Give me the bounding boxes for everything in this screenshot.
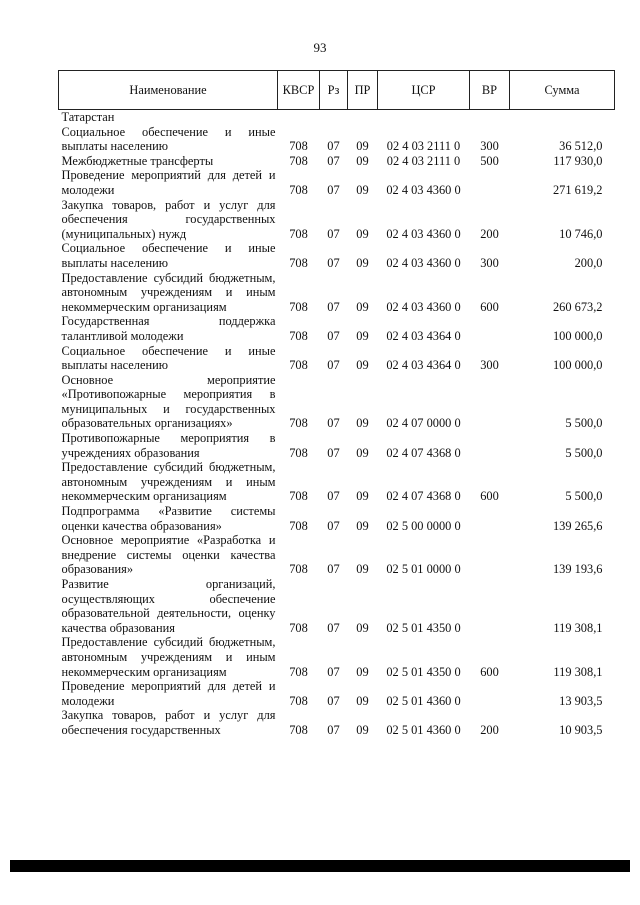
cell-kvsr: 708 bbox=[289, 299, 308, 314]
cell-kvsr: 708 bbox=[289, 226, 308, 241]
cell-kvsr: 708 bbox=[289, 182, 308, 197]
cell-sum: 139 193,6 bbox=[552, 562, 603, 577]
cell-name: Социальное обеспечение и иные выплаты населению bbox=[61, 343, 276, 373]
cell-rz: 07 bbox=[327, 328, 340, 343]
cell-sum: 10 903,5 bbox=[559, 722, 603, 737]
table-row bbox=[59, 504, 615, 533]
cell-rz: 07 bbox=[327, 562, 340, 577]
cell-rz: 07 bbox=[327, 445, 340, 460]
table-row bbox=[59, 125, 615, 154]
cell-vr bbox=[470, 373, 510, 431]
cell-sum: 119 308,1 bbox=[553, 664, 603, 679]
cell-pr: 09 bbox=[356, 226, 369, 241]
table-row bbox=[59, 168, 615, 197]
cell-vr: 600 bbox=[480, 299, 499, 314]
footer-bar bbox=[10, 860, 630, 872]
cell-kvsr: 708 bbox=[289, 620, 308, 635]
cell-rz bbox=[320, 110, 348, 125]
header-name: Наименование bbox=[59, 71, 278, 110]
cell-name: Проведение мероприятий для детей и молодежи bbox=[61, 679, 276, 708]
header-pr: ПР bbox=[348, 71, 378, 110]
cell-name: Закупка товаров, работ и услуг для обеспечения государственных bbox=[61, 708, 276, 737]
cell-name: Развитие организаций, осуществляющих обеспечение образовательной деятельности, оценку качества образования bbox=[61, 577, 276, 635]
table-row bbox=[59, 241, 615, 270]
cell-rz: 07 bbox=[327, 722, 340, 737]
cell-pr: 09 bbox=[356, 489, 369, 504]
cell-csr: 02 4 03 2111 0 bbox=[386, 139, 461, 154]
table-row bbox=[59, 373, 615, 431]
cell-sum: 5 500,0 bbox=[565, 416, 603, 431]
cell-sum: 139 265,6 bbox=[552, 518, 603, 533]
table-row bbox=[59, 154, 615, 169]
cell-name: Проведение мероприятий для детей и молодежи bbox=[61, 168, 276, 197]
budget-table bbox=[58, 70, 615, 738]
cell-sum: 10 746,0 bbox=[559, 226, 603, 241]
cell-name: Подпрограмма «Развитие системы оценки качества образования» bbox=[61, 504, 276, 533]
cell-sum: 271 619,2 bbox=[552, 182, 603, 197]
table-body bbox=[59, 110, 615, 738]
page-number: 93 bbox=[313, 40, 327, 55]
cell-kvsr: 708 bbox=[289, 489, 308, 504]
cell-csr: 02 5 01 4360 0 bbox=[386, 722, 461, 737]
cell-pr: 09 bbox=[356, 722, 369, 737]
table-row bbox=[59, 708, 615, 737]
cell-name: Социальное обеспечение и иные выплаты населению bbox=[61, 124, 276, 154]
cell-csr: 02 4 07 4368 0 bbox=[386, 445, 461, 460]
cell-rz: 07 bbox=[327, 416, 340, 431]
cell-pr: 09 bbox=[356, 693, 369, 708]
cell-csr: 02 4 07 4368 0 bbox=[386, 489, 461, 504]
table-row bbox=[59, 533, 615, 577]
cell-csr: 02 5 01 4350 0 bbox=[386, 664, 461, 679]
cell-pr bbox=[348, 110, 378, 125]
cell-rz: 07 bbox=[327, 255, 340, 270]
cell-csr: 02 5 01 4350 0 bbox=[386, 620, 461, 635]
cell-pr: 09 bbox=[356, 562, 369, 577]
table-row bbox=[59, 577, 615, 635]
table-row bbox=[59, 460, 615, 504]
cell-csr: 02 5 01 0000 0 bbox=[386, 562, 461, 577]
cell-rz: 07 bbox=[327, 358, 340, 373]
cell-name: Предоставление субсидий бюджетным, автономным учреждениям и иным некоммерческим организациям bbox=[61, 460, 276, 504]
cell-csr: 02 4 03 4360 0 bbox=[386, 226, 461, 241]
cell-sum bbox=[510, 110, 615, 125]
cell-kvsr: 708 bbox=[289, 255, 308, 270]
cell-sum: 5 500,0 bbox=[565, 445, 603, 460]
cell-sum: 100 000,0 bbox=[552, 328, 603, 343]
cell-name: Основное мероприятие «Разработка и внедрение системы оценки качества образования» bbox=[61, 533, 276, 577]
cell-sum: 260 673,2 bbox=[552, 299, 603, 314]
cell-csr: 02 4 07 0000 0 bbox=[386, 416, 461, 431]
cell-pr: 09 bbox=[356, 664, 369, 679]
cell-rz: 07 bbox=[327, 693, 340, 708]
header-rz: Рз bbox=[320, 71, 348, 110]
cell-name: Межбюджетные трансферты bbox=[61, 153, 214, 168]
table-row bbox=[59, 314, 615, 343]
cell-vr: 200 bbox=[480, 226, 499, 241]
cell-kvsr: 708 bbox=[289, 664, 308, 679]
cell-kvsr: 708 bbox=[289, 416, 308, 431]
cell-kvsr: 708 bbox=[289, 518, 308, 533]
cell-csr: 02 4 03 4364 0 bbox=[386, 328, 461, 343]
cell-pr: 09 bbox=[356, 255, 369, 270]
cell-rz: 07 bbox=[327, 518, 340, 533]
cell-rz: 07 bbox=[327, 489, 340, 504]
cell-kvsr: 708 bbox=[289, 153, 308, 168]
table-row bbox=[59, 431, 615, 460]
cell-vr bbox=[470, 504, 510, 533]
cell-vr bbox=[470, 533, 510, 577]
cell-csr: 02 4 03 4360 0 bbox=[386, 255, 461, 270]
header-csr: ЦСР bbox=[378, 71, 470, 110]
header-kvsr: КВСР bbox=[278, 71, 320, 110]
cell-name: Закупка товаров, работ и услуг для обеспечения государственных (муниципальных) нужд bbox=[61, 197, 276, 241]
table-row bbox=[59, 198, 615, 242]
cell-rz: 07 bbox=[327, 153, 340, 168]
cell-name: Татарстан bbox=[61, 110, 115, 124]
cell-vr bbox=[470, 168, 510, 197]
cell-kvsr: 708 bbox=[289, 445, 308, 460]
cell-csr: 02 4 03 4364 0 bbox=[386, 358, 461, 373]
cell-vr: 300 bbox=[480, 255, 499, 270]
cell-vr bbox=[470, 679, 510, 708]
cell-kvsr: 708 bbox=[289, 328, 308, 343]
cell-vr bbox=[470, 110, 510, 125]
cell-sum: 117 930,0 bbox=[553, 153, 603, 168]
cell-csr bbox=[378, 110, 470, 125]
cell-vr bbox=[470, 431, 510, 460]
cell-vr: 200 bbox=[480, 722, 499, 737]
cell-kvsr: 708 bbox=[289, 562, 308, 577]
cell-name: Социальное обеспечение и иные выплаты населению bbox=[61, 241, 276, 270]
cell-vr: 600 bbox=[480, 664, 499, 679]
header-vr: ВР bbox=[470, 71, 510, 110]
table-row bbox=[59, 344, 615, 373]
cell-pr: 09 bbox=[356, 620, 369, 635]
cell-name: Основное мероприятие «Противопожарные мероприятия в муниципальных и государственных образовательных организациях» bbox=[61, 372, 276, 431]
table-row bbox=[59, 110, 615, 125]
cell-pr: 09 bbox=[356, 328, 369, 343]
cell-kvsr: 708 bbox=[289, 693, 308, 708]
table-row bbox=[59, 635, 615, 679]
cell-sum: 200,0 bbox=[574, 255, 603, 270]
cell-csr: 02 4 03 4360 0 bbox=[386, 182, 461, 197]
table-row bbox=[59, 679, 615, 708]
cell-sum: 119 308,1 bbox=[553, 620, 603, 635]
cell-sum: 100 000,0 bbox=[552, 358, 603, 373]
cell-vr bbox=[470, 314, 510, 343]
cell-kvsr: 708 bbox=[289, 722, 308, 737]
cell-pr: 09 bbox=[356, 182, 369, 197]
cell-rz: 07 bbox=[327, 226, 340, 241]
cell-sum: 5 500,0 bbox=[565, 489, 603, 504]
cell-name: Государственная поддержка талантливой молодежи bbox=[61, 314, 276, 343]
table-row bbox=[59, 271, 615, 315]
cell-pr: 09 bbox=[356, 416, 369, 431]
cell-kvsr: 708 bbox=[289, 358, 308, 373]
cell-vr: 300 bbox=[480, 358, 499, 373]
cell-pr: 09 bbox=[356, 358, 369, 373]
table-header-row bbox=[59, 71, 615, 110]
cell-name: Предоставление субсидий бюджетным, автономным учреждениям и иным некоммерческим организациям bbox=[61, 635, 276, 679]
cell-vr: 600 bbox=[480, 489, 499, 504]
cell-rz: 07 bbox=[327, 139, 340, 154]
cell-csr: 02 4 03 2111 0 bbox=[386, 153, 461, 168]
cell-pr: 09 bbox=[356, 139, 369, 154]
cell-kvsr bbox=[278, 110, 320, 125]
cell-sum: 36 512,0 bbox=[559, 139, 603, 154]
cell-vr bbox=[470, 577, 510, 635]
cell-name: Противопожарные мероприятия в учреждениях образования bbox=[61, 431, 276, 460]
cell-rz: 07 bbox=[327, 664, 340, 679]
cell-pr: 09 bbox=[356, 153, 369, 168]
cell-sum: 13 903,5 bbox=[559, 693, 603, 708]
cell-rz: 07 bbox=[327, 182, 340, 197]
cell-csr: 02 5 01 4360 0 bbox=[386, 693, 461, 708]
cell-name: Предоставление субсидий бюджетным, автономным учреждениям и иным некоммерческим организациям bbox=[61, 270, 276, 314]
cell-csr: 02 5 00 0000 0 bbox=[386, 518, 461, 533]
cell-csr: 02 4 03 4360 0 bbox=[386, 299, 461, 314]
cell-rz: 07 bbox=[327, 620, 340, 635]
cell-kvsr: 708 bbox=[289, 139, 308, 154]
cell-vr: 500 bbox=[480, 153, 499, 168]
cell-rz: 07 bbox=[327, 299, 340, 314]
cell-pr: 09 bbox=[356, 518, 369, 533]
cell-vr: 300 bbox=[480, 139, 499, 154]
cell-pr: 09 bbox=[356, 299, 369, 314]
cell-pr: 09 bbox=[356, 445, 369, 460]
header-sum: Сумма bbox=[510, 71, 615, 110]
